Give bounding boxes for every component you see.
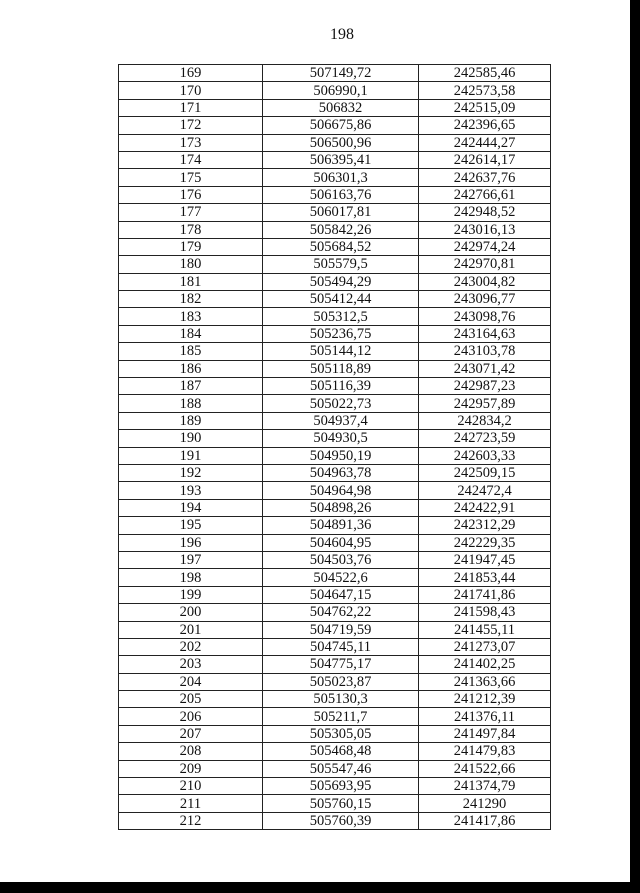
table-row [119, 812, 551, 829]
y-coordinate-cell: 241212,39 [419, 691, 551, 708]
table-row [119, 186, 551, 203]
x-coordinate-cell: 504950,19 [263, 447, 419, 464]
table-row [119, 65, 551, 82]
y-coordinate-cell: 241522,66 [419, 760, 551, 777]
y-coordinate-cell: 243016,13 [419, 221, 551, 238]
x-coordinate-cell: 506395,41 [263, 151, 419, 168]
y-coordinate-cell: 242834,2 [419, 412, 551, 429]
point-number-cell: 208 [119, 743, 263, 760]
table-row [119, 795, 551, 812]
point-number-cell: 209 [119, 760, 263, 777]
point-number-cell: 199 [119, 586, 263, 603]
y-coordinate-cell: 242509,15 [419, 464, 551, 481]
y-coordinate-cell: 242312,29 [419, 517, 551, 534]
y-coordinate-cell: 241417,86 [419, 812, 551, 829]
table-row [119, 778, 551, 795]
x-coordinate-cell: 505022,73 [263, 395, 419, 412]
y-coordinate-cell: 242637,76 [419, 169, 551, 186]
point-number-cell: 178 [119, 221, 263, 238]
y-coordinate-cell: 241497,84 [419, 725, 551, 742]
table-row [119, 691, 551, 708]
x-coordinate-cell: 505547,46 [263, 760, 419, 777]
table-row [119, 517, 551, 534]
point-number-cell: 206 [119, 708, 263, 725]
x-coordinate-cell: 506500,96 [263, 134, 419, 151]
point-number-cell: 180 [119, 256, 263, 273]
x-coordinate-cell: 504604,95 [263, 534, 419, 551]
x-coordinate-cell: 504937,4 [263, 412, 419, 429]
point-number-cell: 183 [119, 308, 263, 325]
x-coordinate-cell: 504963,78 [263, 464, 419, 481]
y-coordinate-cell: 241290 [419, 795, 551, 812]
x-coordinate-cell: 505684,52 [263, 238, 419, 255]
x-coordinate-cell: 507149,72 [263, 65, 419, 82]
table-row [119, 447, 551, 464]
y-coordinate-cell: 242585,46 [419, 65, 551, 82]
point-number-cell: 192 [119, 464, 263, 481]
table-row [119, 134, 551, 151]
table-row [119, 308, 551, 325]
y-coordinate-cell: 241947,45 [419, 551, 551, 568]
point-number-cell: 198 [119, 569, 263, 586]
point-number-cell: 193 [119, 482, 263, 499]
y-coordinate-cell: 241479,83 [419, 743, 551, 760]
y-coordinate-cell: 242987,23 [419, 378, 551, 395]
table-row [119, 708, 551, 725]
y-coordinate-cell: 243071,42 [419, 360, 551, 377]
x-coordinate-cell: 505760,15 [263, 795, 419, 812]
y-coordinate-cell: 242974,24 [419, 238, 551, 255]
point-number-cell: 173 [119, 134, 263, 151]
point-number-cell: 204 [119, 673, 263, 690]
x-coordinate-cell: 505693,95 [263, 778, 419, 795]
y-coordinate-cell: 242948,52 [419, 204, 551, 221]
x-coordinate-cell: 506832 [263, 99, 419, 116]
table-row [119, 499, 551, 516]
table-row [119, 343, 551, 360]
table-row [119, 378, 551, 395]
x-coordinate-cell: 504930,5 [263, 430, 419, 447]
point-number-cell: 207 [119, 725, 263, 742]
x-coordinate-cell: 504964,98 [263, 482, 419, 499]
y-coordinate-cell: 243004,82 [419, 273, 551, 290]
point-number-cell: 197 [119, 551, 263, 568]
y-coordinate-cell: 242515,09 [419, 99, 551, 116]
y-coordinate-cell: 243096,77 [419, 291, 551, 308]
table-row [119, 395, 551, 412]
table-row [119, 586, 551, 603]
x-coordinate-cell: 504762,22 [263, 604, 419, 621]
point-number-cell: 205 [119, 691, 263, 708]
table-row [119, 99, 551, 116]
point-number-cell: 191 [119, 447, 263, 464]
y-coordinate-cell: 241741,86 [419, 586, 551, 603]
x-coordinate-cell: 505842,26 [263, 221, 419, 238]
x-coordinate-cell: 505760,39 [263, 812, 419, 829]
table-row [119, 412, 551, 429]
point-number-cell: 188 [119, 395, 263, 412]
table-row [119, 430, 551, 447]
x-coordinate-cell: 504891,36 [263, 517, 419, 534]
table-row [119, 569, 551, 586]
point-number-cell: 170 [119, 82, 263, 99]
table-row [119, 151, 551, 168]
x-coordinate-cell: 505412,44 [263, 291, 419, 308]
y-coordinate-cell: 242603,33 [419, 447, 551, 464]
y-coordinate-cell: 242472,4 [419, 482, 551, 499]
table-row [119, 273, 551, 290]
y-coordinate-cell: 242229,35 [419, 534, 551, 551]
point-number-cell: 174 [119, 151, 263, 168]
table-row [119, 360, 551, 377]
table-row [119, 743, 551, 760]
table-row [119, 482, 551, 499]
y-coordinate-cell: 242957,89 [419, 395, 551, 412]
y-coordinate-cell: 241374,79 [419, 778, 551, 795]
y-coordinate-cell: 241455,11 [419, 621, 551, 638]
point-number-cell: 195 [119, 517, 263, 534]
coordinates-table [118, 64, 551, 830]
table-row [119, 551, 551, 568]
y-coordinate-cell: 241273,07 [419, 638, 551, 655]
x-coordinate-cell: 504503,76 [263, 551, 419, 568]
table-row [119, 291, 551, 308]
point-number-cell: 179 [119, 238, 263, 255]
y-coordinate-cell: 243103,78 [419, 343, 551, 360]
table-row [119, 256, 551, 273]
x-coordinate-cell: 504647,15 [263, 586, 419, 603]
point-number-cell: 185 [119, 343, 263, 360]
y-coordinate-cell: 241853,44 [419, 569, 551, 586]
y-coordinate-cell: 241598,43 [419, 604, 551, 621]
table-row [119, 638, 551, 655]
table-row [119, 725, 551, 742]
table-row [119, 656, 551, 673]
table-row [119, 117, 551, 134]
point-number-cell: 211 [119, 795, 263, 812]
table-row [119, 673, 551, 690]
table-row [119, 534, 551, 551]
x-coordinate-cell: 505236,75 [263, 325, 419, 342]
x-coordinate-cell: 504775,17 [263, 656, 419, 673]
x-coordinate-cell: 505144,12 [263, 343, 419, 360]
x-coordinate-cell: 505312,5 [263, 308, 419, 325]
y-coordinate-cell: 242444,27 [419, 134, 551, 151]
x-coordinate-cell: 505211,7 [263, 708, 419, 725]
point-number-cell: 186 [119, 360, 263, 377]
x-coordinate-cell: 504745,11 [263, 638, 419, 655]
x-coordinate-cell: 505116,39 [263, 378, 419, 395]
x-coordinate-cell: 504522,6 [263, 569, 419, 586]
point-number-cell: 194 [119, 499, 263, 516]
point-number-cell: 181 [119, 273, 263, 290]
point-number-cell: 202 [119, 638, 263, 655]
y-coordinate-cell: 242573,58 [419, 82, 551, 99]
y-coordinate-cell: 243098,76 [419, 308, 551, 325]
table-row [119, 760, 551, 777]
y-coordinate-cell: 242422,91 [419, 499, 551, 516]
y-coordinate-cell: 242723,59 [419, 430, 551, 447]
table-row [119, 464, 551, 481]
y-coordinate-cell: 242970,81 [419, 256, 551, 273]
y-coordinate-cell: 242766,61 [419, 186, 551, 203]
x-coordinate-cell: 506017,81 [263, 204, 419, 221]
table-row [119, 221, 551, 238]
table-body [119, 65, 551, 830]
point-number-cell: 200 [119, 604, 263, 621]
y-coordinate-cell: 243164,63 [419, 325, 551, 342]
point-number-cell: 171 [119, 99, 263, 116]
point-number-cell: 187 [119, 378, 263, 395]
table-row [119, 204, 551, 221]
x-coordinate-cell: 505579,5 [263, 256, 419, 273]
point-number-cell: 182 [119, 291, 263, 308]
x-coordinate-cell: 505130,3 [263, 691, 419, 708]
y-coordinate-cell: 242396,65 [419, 117, 551, 134]
x-coordinate-cell: 504719,59 [263, 621, 419, 638]
table-row [119, 82, 551, 99]
y-coordinate-cell: 241363,66 [419, 673, 551, 690]
y-coordinate-cell: 241376,11 [419, 708, 551, 725]
point-number-cell: 172 [119, 117, 263, 134]
point-number-cell: 189 [119, 412, 263, 429]
point-number-cell: 203 [119, 656, 263, 673]
x-coordinate-cell: 505023,87 [263, 673, 419, 690]
point-number-cell: 201 [119, 621, 263, 638]
point-number-cell: 169 [119, 65, 263, 82]
x-coordinate-cell: 505305,05 [263, 725, 419, 742]
point-number-cell: 176 [119, 186, 263, 203]
y-coordinate-cell: 241402,25 [419, 656, 551, 673]
x-coordinate-cell: 505118,89 [263, 360, 419, 377]
point-number-cell: 190 [119, 430, 263, 447]
table-row [119, 169, 551, 186]
point-number-cell: 196 [119, 534, 263, 551]
x-coordinate-cell: 506163,76 [263, 186, 419, 203]
table-row [119, 621, 551, 638]
x-coordinate-cell: 505494,29 [263, 273, 419, 290]
point-number-cell: 184 [119, 325, 263, 342]
x-coordinate-cell: 506990,1 [263, 82, 419, 99]
point-number-cell: 210 [119, 778, 263, 795]
page-number: 198 [330, 26, 354, 43]
point-number-cell: 212 [119, 812, 263, 829]
y-coordinate-cell: 242614,17 [419, 151, 551, 168]
table-row [119, 238, 551, 255]
x-coordinate-cell: 505468,48 [263, 743, 419, 760]
point-number-cell: 177 [119, 204, 263, 221]
point-number-cell: 175 [119, 169, 263, 186]
table-row [119, 604, 551, 621]
x-coordinate-cell: 506675,86 [263, 117, 419, 134]
table-row [119, 325, 551, 342]
x-coordinate-cell: 506301,3 [263, 169, 419, 186]
x-coordinate-cell: 504898,26 [263, 499, 419, 516]
